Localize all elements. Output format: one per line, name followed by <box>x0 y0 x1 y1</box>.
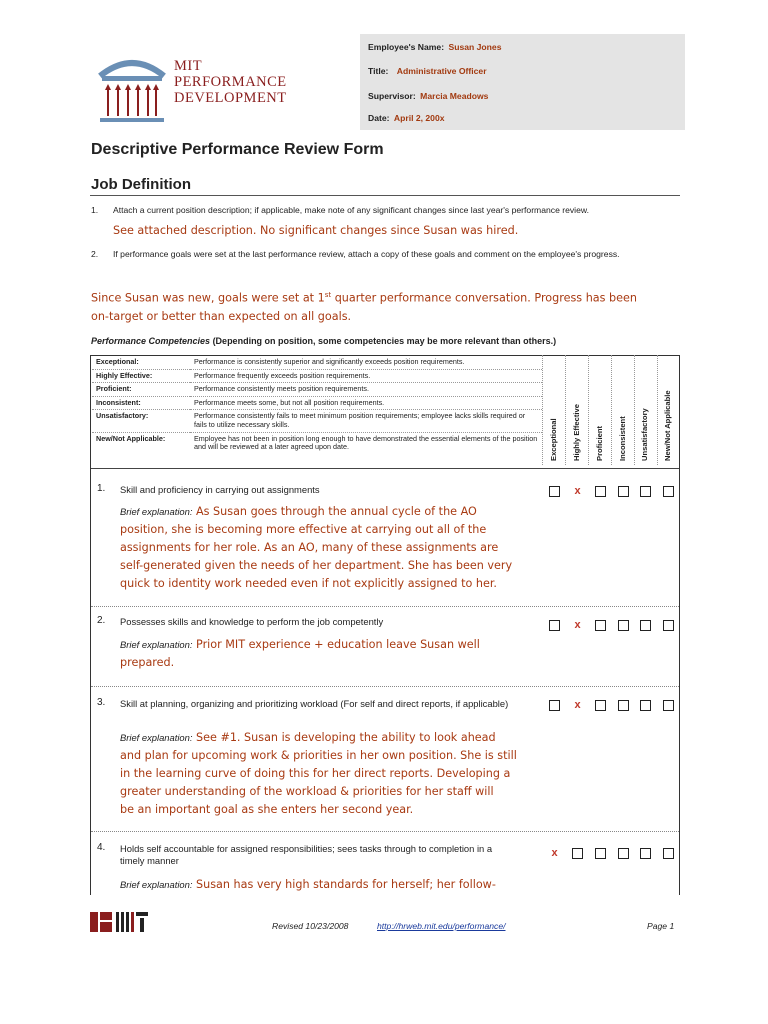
rating-checkbox-unsatisfactory[interactable] <box>640 848 651 859</box>
brief-label: Brief explanation: <box>120 639 193 650</box>
legend-row <box>92 369 542 383</box>
legend-key: Proficient: <box>92 383 190 397</box>
legend-desc: Performance frequently exceeds position requirements. <box>190 369 542 383</box>
rating-mark-highly-effective[interactable]: x <box>574 485 581 497</box>
column-label: Inconsistent <box>618 416 627 461</box>
competency-explanation <box>120 876 540 894</box>
explanation-line: prepared. <box>120 656 175 669</box>
rating-checkbox-new-not-applicable[interactable] <box>663 486 674 497</box>
explanation-line: in the learning curve of doing this for her direct reports. Developing a <box>120 767 511 780</box>
title-row <box>368 66 487 76</box>
title-value: Administrative Officer <box>396 66 487 76</box>
competency-text: Skill at planning, organizing and prioritizing workload (For self and direct reports, if applicable) <box>120 698 509 709</box>
rating-checkbox-highly-effective[interactable] <box>572 848 583 859</box>
supervisor-label: Supervisor: <box>368 91 416 101</box>
explanation-line: self-generated given the needs of her department. She has been very <box>120 559 513 572</box>
response-text: on-target or better than expected on all goals. <box>91 309 352 323</box>
item-separator <box>91 686 679 687</box>
explanation-line: See #1. Susan is developing the ability to look ahead <box>196 731 496 744</box>
rating-checkbox-inconsistent[interactable] <box>618 486 629 497</box>
explanation-line: As Susan goes through the annual cycle of the AO <box>196 505 477 518</box>
competency-number: 4. <box>97 842 106 853</box>
competency-explanation <box>120 729 540 819</box>
title-label: Title: <box>368 66 389 76</box>
legend-desc: Performance consistently fails to meet minimum position requirements; employee lacks skills required or fails to utilize necessary skills. <box>190 410 542 432</box>
date-label: Date: <box>368 113 390 123</box>
column-label: Unsatisfactory <box>640 408 649 461</box>
legend-key: New/Not Applicable: <box>96 433 166 443</box>
job-item-text: If performance goals were set at the last performance review, attach a copy of these goals and comment on the employee's progress. <box>113 249 620 259</box>
legend-row <box>92 410 542 432</box>
rating-checkbox-exceptional[interactable] <box>549 620 560 631</box>
competencies-note: (Depending on position, some competencies may be more relevant than others.) <box>212 336 557 346</box>
column-divider <box>657 355 658 465</box>
rating-checkbox-unsatisfactory[interactable] <box>640 700 651 711</box>
employee-name-value: Susan Jones <box>448 42 502 52</box>
column-label: New/Not Applicable <box>663 390 672 461</box>
date-value: April 2, 200x <box>393 113 445 123</box>
explanation-line: quick to identity work needed even if not explicitly assigned to her. <box>120 577 497 590</box>
competency-text: Skill and proficiency in carrying out assignments <box>120 484 320 495</box>
rating-checkbox-new-not-applicable[interactable] <box>663 620 674 631</box>
job-item-number: 2. <box>91 249 99 259</box>
rating-legend <box>92 356 542 454</box>
competency-number: 1. <box>97 483 106 494</box>
page-number: Page 1 <box>647 921 675 931</box>
rating-checkbox-proficient[interactable] <box>595 700 606 711</box>
mit-hr-logo-icon <box>90 910 154 934</box>
legend-desc: Performance is consistently superior and significantly exceeds position requirements. <box>190 356 542 369</box>
item-separator <box>91 606 679 607</box>
brief-label: Brief explanation: <box>120 879 193 890</box>
mit-footer-logo <box>90 910 154 934</box>
rating-checkbox-new-not-applicable[interactable] <box>663 848 674 859</box>
revised-date: Revised 10/23/2008 <box>272 921 349 931</box>
rating-checkbox-new-not-applicable[interactable] <box>663 700 674 711</box>
explanation-line: and plan for upcoming work & priorities in her own position. She is still <box>120 749 517 762</box>
legend-key: Unsatisfactory: <box>92 410 190 432</box>
rating-checkbox-exceptional[interactable] <box>549 486 560 497</box>
employee-name-row <box>368 42 501 52</box>
performance-link[interactable]: http://hrweb.mit.edu/performance/ <box>377 921 506 931</box>
rating-mark-highly-effective[interactable]: x <box>574 619 581 631</box>
column-label: Exceptional <box>549 418 558 461</box>
logo-line-2: PERFORMANCE <box>174 74 287 90</box>
legend-desc: Performance meets some, but not all position requirements. <box>190 396 542 410</box>
competency-number: 2. <box>97 615 106 626</box>
mit-performance-logo <box>94 52 294 130</box>
rating-checkbox-inconsistent[interactable] <box>618 848 629 859</box>
rating-checkbox-proficient[interactable] <box>595 486 606 497</box>
explanation-line: position, she is becoming more effective at carrying out all of the <box>120 523 487 536</box>
building-icon <box>94 52 170 128</box>
legend-row <box>92 356 542 369</box>
competency-text: Holds self accountable for assigned responsibilities; sees tasks through to completion in a timely manner <box>120 843 493 866</box>
competency-explanation <box>120 636 540 672</box>
job-item-response <box>91 286 637 326</box>
competencies-heading: Performance Competencies <box>91 336 211 346</box>
section-divider <box>90 195 680 196</box>
supervisor-row <box>368 91 488 101</box>
logo-wordmark <box>174 58 287 106</box>
form-title: Descriptive Performance Review Form <box>91 141 384 158</box>
brief-label: Brief explanation: <box>120 732 193 743</box>
competencies-title <box>91 336 556 346</box>
legend-row <box>92 383 542 397</box>
column-divider <box>565 355 566 465</box>
item-separator <box>91 831 679 832</box>
legend-row <box>92 396 542 410</box>
competency-number: 3. <box>97 697 106 708</box>
date-row <box>368 113 445 123</box>
employee-info-box <box>360 34 685 130</box>
rating-mark-highly-effective[interactable]: x <box>574 699 581 711</box>
legend-key: Exceptional: <box>92 356 190 369</box>
explanation-line: Prior MIT experience + education leave Susan well <box>196 638 480 651</box>
response-text: quarter performance conversation. Progress has been <box>331 291 637 305</box>
employee-name-label: Employee's Name: <box>368 42 445 52</box>
response-superscript: st <box>324 291 332 299</box>
rating-checkbox-unsatisfactory[interactable] <box>640 620 651 631</box>
column-divider <box>588 355 589 465</box>
rating-checkbox-inconsistent[interactable] <box>618 700 629 711</box>
column-label: Proficient <box>595 425 604 461</box>
rating-checkbox-exceptional[interactable] <box>549 700 560 711</box>
explanation-line: be an important goal as she enters her second year. <box>120 803 414 816</box>
logo-line-3: DEVELOPMENT <box>174 90 287 106</box>
column-divider <box>634 355 635 465</box>
job-item-number: 1. <box>91 205 99 215</box>
section-title: Job Definition <box>91 176 191 193</box>
brief-label: Brief explanation: <box>120 506 193 517</box>
column-label: Highly Effective <box>572 404 581 461</box>
rating-checkbox-proficient[interactable] <box>595 620 606 631</box>
header-separator <box>91 468 679 469</box>
job-item-text: Attach a current position description; if applicable, make note of any significant changes since last year's performance review. <box>113 205 589 215</box>
legend-key: Highly Effective: <box>92 369 190 383</box>
response-text: Since Susan was new, goals were set at 1 <box>91 291 325 305</box>
column-divider <box>542 355 543 465</box>
supervisor-value: Marcia Meadows <box>420 91 489 101</box>
rating-mark-exceptional[interactable]: x <box>551 847 558 859</box>
legend-key: Inconsistent: <box>92 396 190 410</box>
job-item-response: See attached description. No significant changes since Susan was hired. <box>113 224 519 237</box>
legend-desc: Employee has not been in position long enough to have demonstrated the essential elements of the position and will be reviewed at a later agreed upon date. <box>194 433 538 452</box>
explanation-line: assignments for her role. As an AO, many of these assignments are <box>120 541 499 554</box>
logo-line-1: MIT <box>174 58 203 74</box>
column-divider <box>611 355 612 465</box>
legend-row <box>92 432 542 454</box>
rating-checkbox-proficient[interactable] <box>595 848 606 859</box>
explanation-line: greater understanding of the workload & priorities for her staff will <box>120 785 494 798</box>
competency-explanation <box>120 503 540 593</box>
explanation-line: Susan has very high standards for herself; her follow- <box>196 878 496 891</box>
legend-desc: Performance consistently meets position requirements. <box>190 383 542 397</box>
rating-checkbox-inconsistent[interactable] <box>618 620 629 631</box>
rating-checkbox-unsatisfactory[interactable] <box>640 486 651 497</box>
competency-text: Possesses skills and knowledge to perform the job competently <box>120 616 384 627</box>
